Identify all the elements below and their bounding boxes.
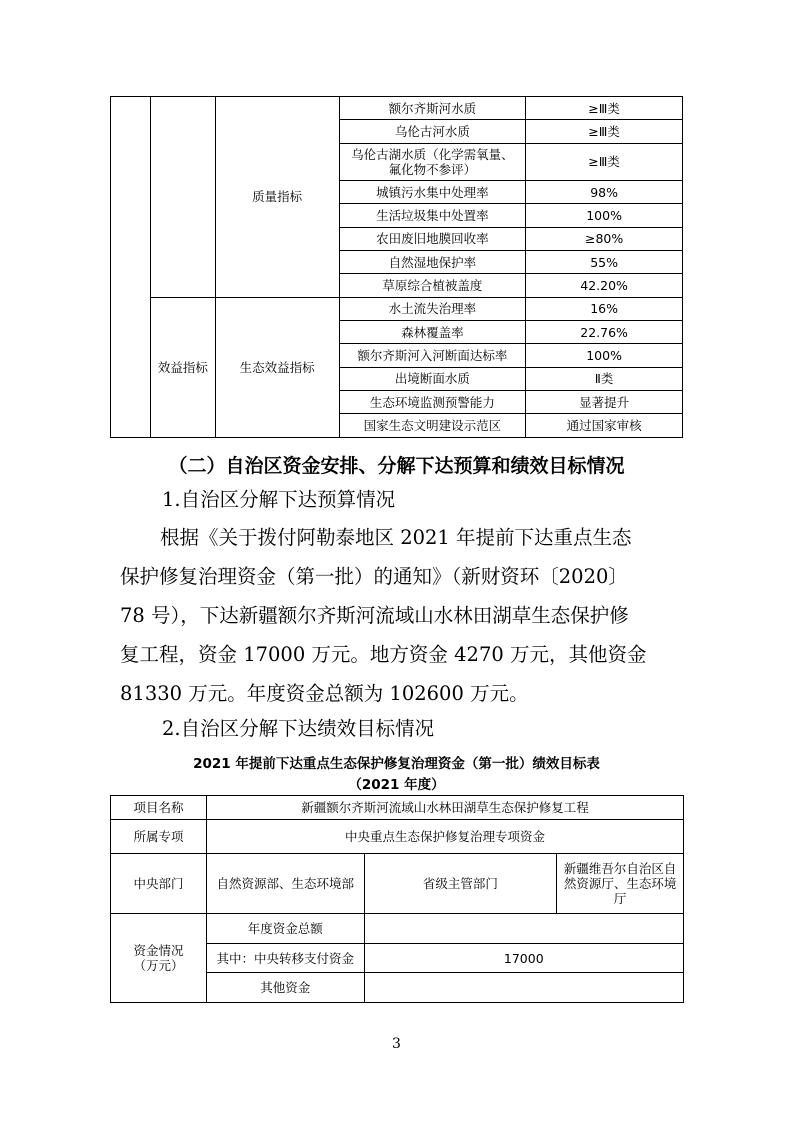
province-dept-value: 新疆维吾尔自治区自然资源厅、生态环境厅 xyxy=(557,854,684,914)
project-name-label: 项目名称 xyxy=(111,796,207,820)
indicator-value: ≥Ⅲ类 xyxy=(526,97,683,120)
table-row xyxy=(111,297,683,320)
indicator-value: ≥Ⅲ类 xyxy=(526,143,683,180)
indicator-table xyxy=(110,96,683,438)
section-heading: （二）自治区资金安排、分解下达预算和绩效目标情况 xyxy=(168,455,625,477)
indicator-value: 100% xyxy=(526,344,683,367)
table-subtitle: （2021 年度） xyxy=(348,777,445,793)
performance-target-table xyxy=(110,795,684,1003)
special-fund-value: 中央重点生态保护修复治理专项资金 xyxy=(206,820,683,854)
indicator-value: 42.20% xyxy=(526,274,683,297)
province-dept-label: 省级主管部门 xyxy=(364,854,557,914)
quality-group-label: 质量指标 xyxy=(215,97,339,298)
blank-col-cell xyxy=(111,97,151,438)
indicator-value: 22.76% xyxy=(526,321,683,344)
indicator-name: 城镇污水集中处理率 xyxy=(339,180,526,203)
indicator-value: Ⅱ类 xyxy=(526,367,683,390)
indicator-name: 乌伦古河水质 xyxy=(339,120,526,143)
indicator-value: ≥Ⅲ类 xyxy=(526,120,683,143)
subheading-budget: 1.自治区分解下达预算情况 xyxy=(162,488,396,511)
annual-total-value xyxy=(364,914,683,944)
indicator-name: 农田废旧地膜回收率 xyxy=(339,227,526,250)
central-transfer-value: 17000 xyxy=(364,944,683,973)
central-dept-value: 自然资源部、生态环境部 xyxy=(206,854,364,914)
indicator-name: 森林覆盖率 xyxy=(339,321,526,344)
indicator-value: 100% xyxy=(526,204,683,227)
indicator-name: 额尔齐斯河水质 xyxy=(339,97,526,120)
ecology-subgroup-label: 生态效益指标 xyxy=(215,297,339,437)
other-funds-label: 其他资金 xyxy=(206,973,364,1003)
central-dept-label: 中央部门 xyxy=(111,854,207,914)
other-funds-value xyxy=(364,973,683,1003)
paragraph-line-1: 根据《关于拨付阿勒泰地区 2021 年提前下达重点生态 xyxy=(160,526,632,549)
level1-blank-cell xyxy=(150,97,215,298)
indicator-value: 显著提升 xyxy=(526,391,683,414)
paragraph-line-4: 复工程，资金 17000 万元。地方资金 4270 万元，其他资金 xyxy=(120,643,647,666)
indicator-name: 国家生态文明建设示范区 xyxy=(339,414,526,438)
indicator-name: 出境断面水质 xyxy=(339,367,526,390)
paragraph-line-5: 81330 万元。年度资金总额为 102600 万元。 xyxy=(120,682,529,705)
benefit-group-label: 效益指标 xyxy=(150,297,215,437)
indicator-name: 生活垃圾集中处置率 xyxy=(339,204,526,227)
indicator-value: ≥80% xyxy=(526,227,683,250)
central-transfer-label: 其中：中央转移支付资金 xyxy=(206,944,364,973)
indicator-name: 草原综合植被盖度 xyxy=(339,274,526,297)
paragraph-line-2: 保护修复治理资金（第一批）的通知》（新财资环〔2020〕 xyxy=(120,565,628,588)
table-title: 2021 年提前下达重点生态保护修复治理资金（第一批）绩效目标表 xyxy=(193,756,600,772)
indicator-value: 55% xyxy=(526,250,683,273)
funds-label: 资金情况（万元） xyxy=(111,914,207,1003)
subheading-performance: 2.自治区分解下达绩效目标情况 xyxy=(162,717,435,740)
table-row xyxy=(111,97,683,120)
indicator-name: 水土流失治理率 xyxy=(339,297,526,320)
indicator-value: 98% xyxy=(526,180,683,203)
indicator-name: 乌伦古湖水质（化学需氧量、氟化物不参评） xyxy=(339,143,526,180)
indicator-name: 生态环境监测预警能力 xyxy=(339,391,526,414)
indicator-value: 16% xyxy=(526,297,683,320)
project-name-value: 新疆额尔齐斯河流域山水林田湖草生态保护修复工程 xyxy=(206,796,683,820)
paragraph-line-3: 78 号），下达新疆额尔齐斯河流域山水林田湖草生态保护修 xyxy=(120,604,629,627)
indicator-name: 额尔齐斯河入河断面达标率 xyxy=(339,344,526,367)
special-fund-label: 所属专项 xyxy=(111,820,207,854)
indicator-value: 通过国家审核 xyxy=(526,414,683,438)
annual-total-label: 年度资金总额 xyxy=(206,914,364,944)
indicator-name: 自然湿地保护率 xyxy=(339,250,526,273)
page-number: 3 xyxy=(392,1036,401,1052)
